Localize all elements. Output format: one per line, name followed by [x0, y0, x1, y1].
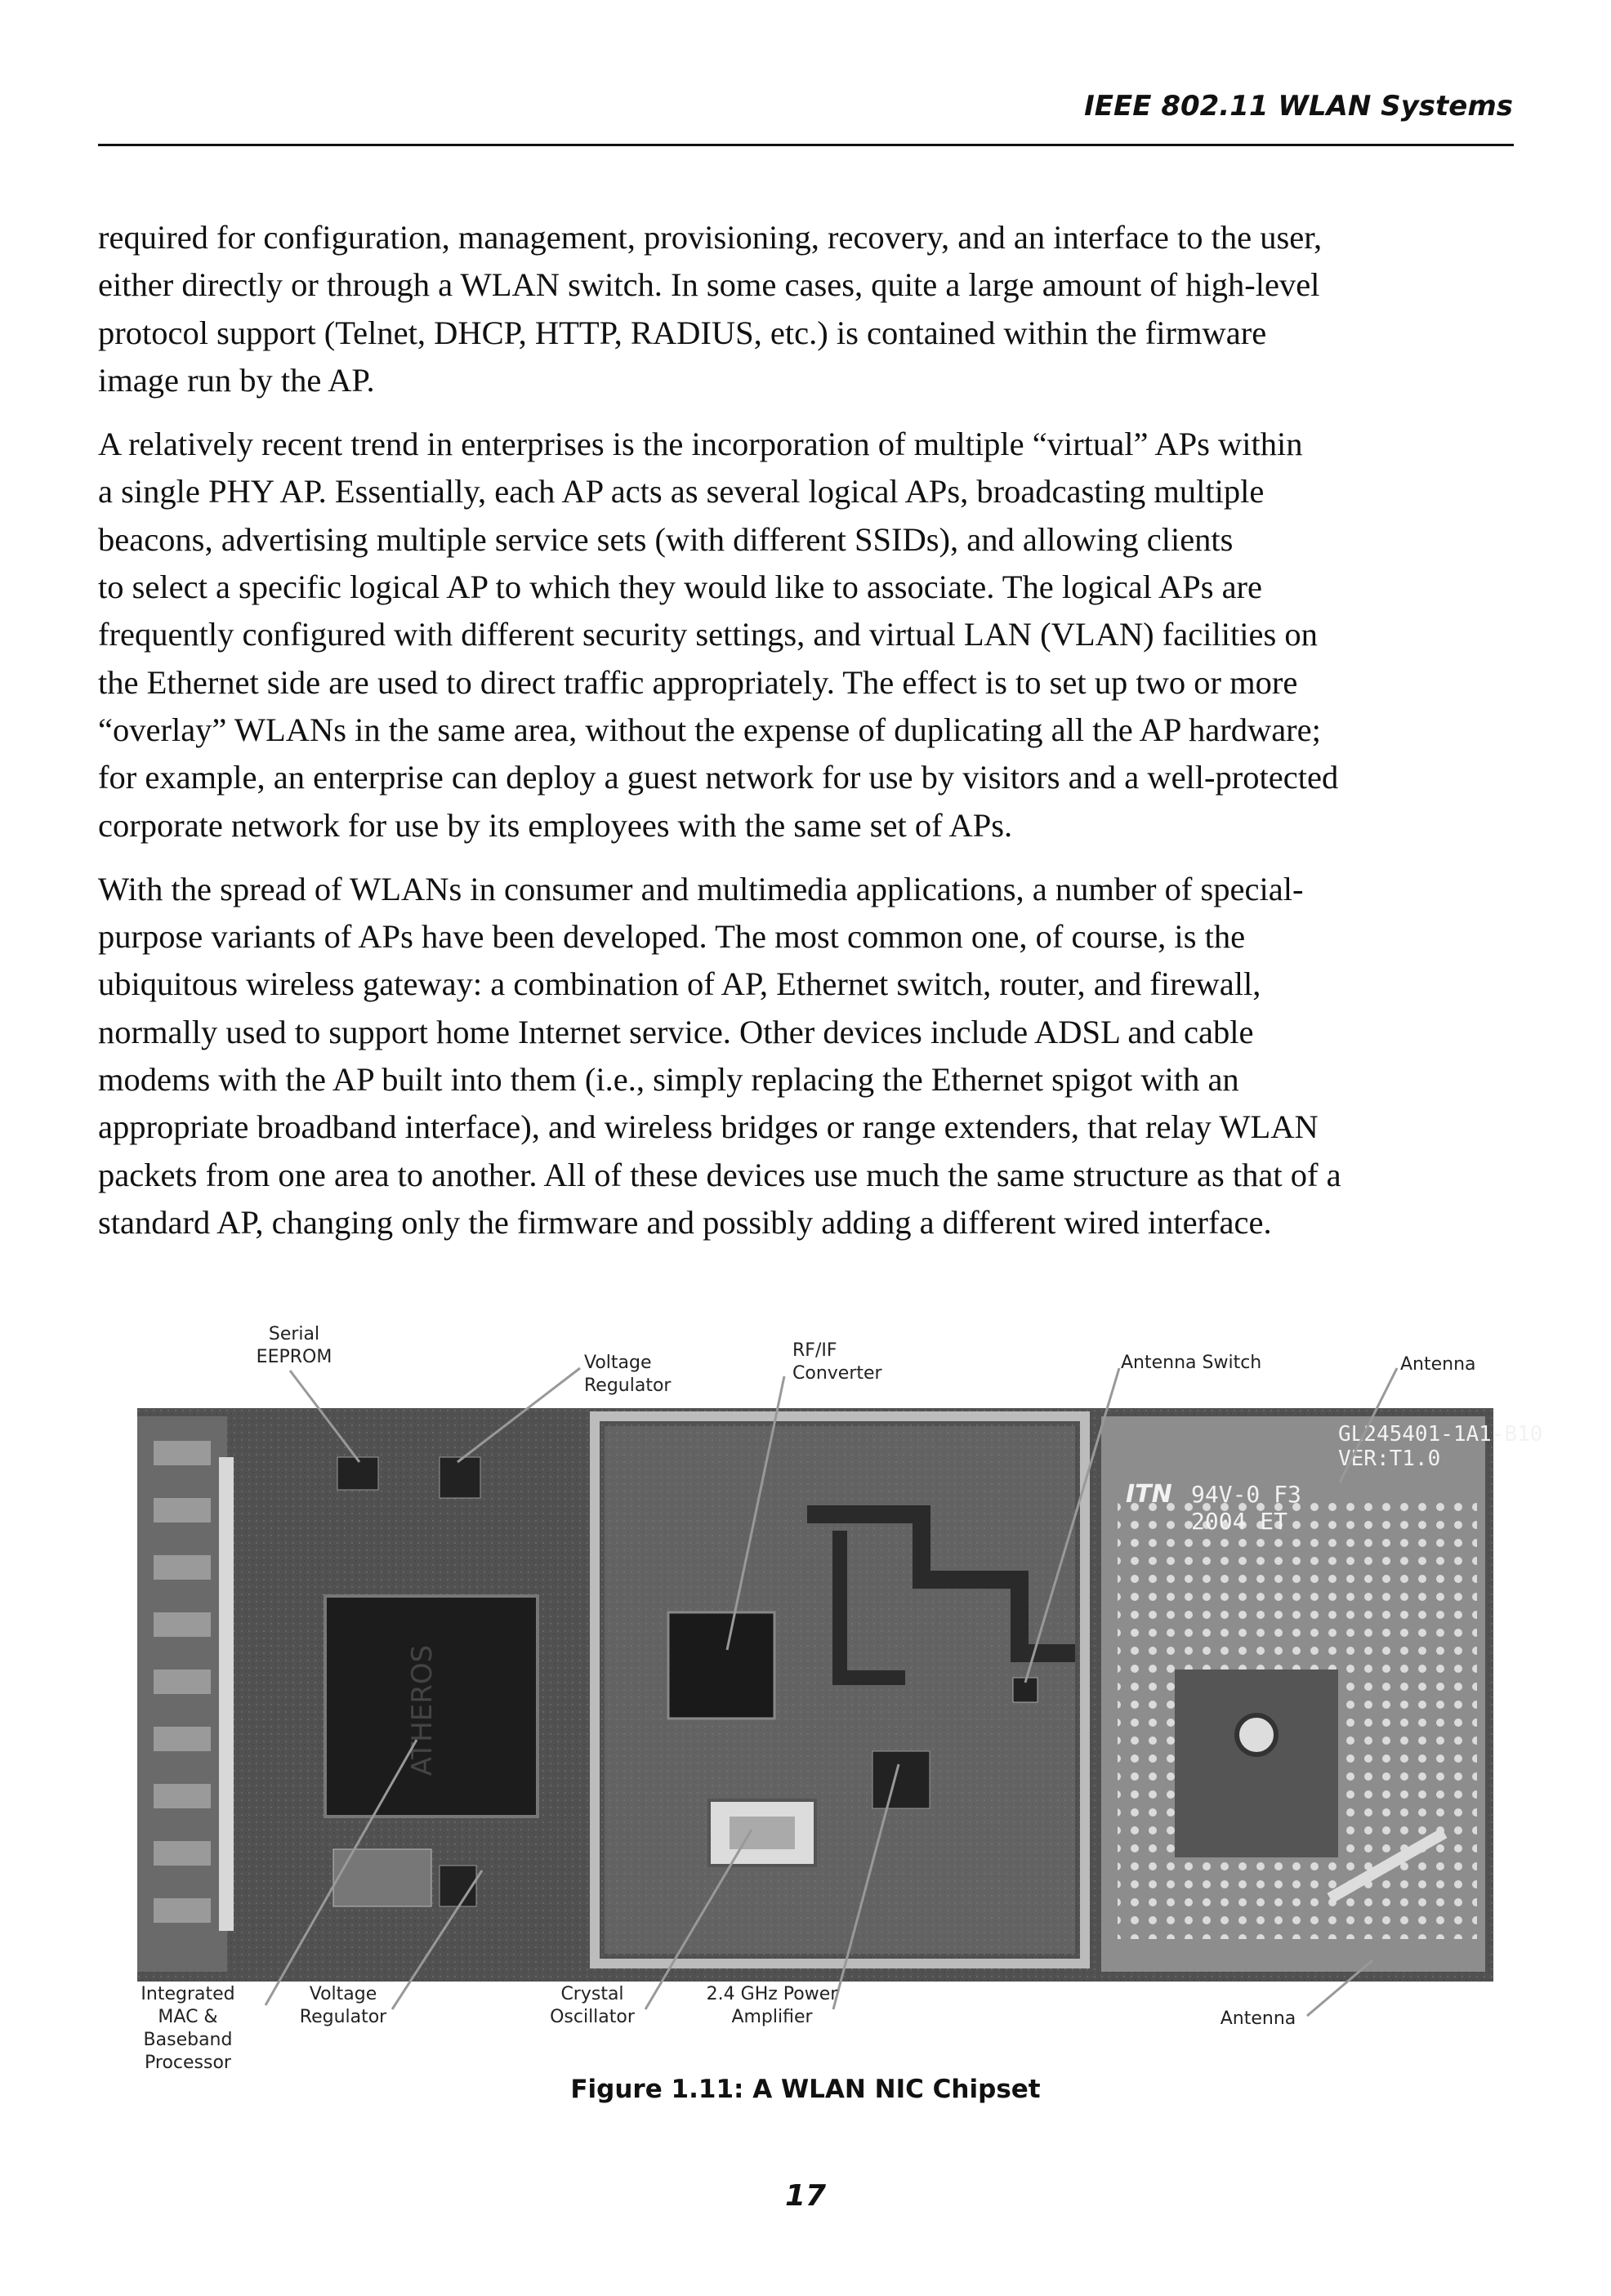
svg-text:ATHEROS: ATHEROS — [406, 1644, 439, 1777]
callout-antenna-bottom: Antenna — [1220, 2008, 1296, 2029]
board-maker: ITN — [1126, 1480, 1172, 1509]
power-amplifier-chip — [872, 1751, 930, 1808]
figure-caption: Figure 1.11: A WLAN NIC Chipset — [570, 2075, 1041, 2104]
antenna-switch-chip — [1013, 1678, 1038, 1702]
callout-voltage-regulator-top: Voltage Regulator — [584, 1353, 672, 1396]
board-year: 2004 ET — [1191, 1508, 1288, 1535]
board-part-number: GL245401-1A1-B10 — [1338, 1422, 1543, 1447]
callout-serial-eeprom: Serial EEPROM — [256, 1324, 332, 1367]
board-rating: 94V-0 F3 — [1191, 1481, 1301, 1508]
rf-if-converter-chip — [668, 1612, 774, 1719]
running-head: IEEE 802.11 WLAN Systems — [1084, 90, 1513, 123]
paragraph-3: With the spread of WLANs in consumer and multimedia applications, a number of special- purpose variants of APs have been developed. The most common one, of course, is the ubiquitous wireless gateway: a combination of AP, Ethernet switch, router, and firewall, normally used to support home Internet service. Other devices include ADSL and cable modems with the AP built into them (i.e., simply replacing the Ethernet spigot with an appropriate broadband interface), and wireless bridges or range extenders, that relay WLAN packets from one area to another. All of these devices use much the same structure as that of a standard AP, changing only the firmware and possibly adding a different wired interface. — [98, 870, 1341, 1241]
nic-board-photo — [137, 1408, 1543, 1982]
header-rule — [98, 144, 1514, 146]
board-version: VER:T1.0 — [1338, 1447, 1441, 1471]
callout-voltage-regulator-bottom: Voltage Regulator — [299, 1984, 387, 2027]
page-number: 17 — [784, 2179, 827, 2213]
callout-crystal-oscillator: Crystal Oscillator — [550, 1984, 635, 2027]
voltage-regulator-bottom-chip — [440, 1866, 476, 1906]
body-text — [98, 214, 1520, 1263]
callout-power-amplifier: 2.4 GHz Power Amplifier — [706, 1984, 838, 2027]
antenna-connector — [1237, 1715, 1276, 1754]
callout-antenna-switch: Antenna Switch — [1121, 1353, 1262, 1373]
connector-fingers — [154, 1441, 211, 1923]
paragraph-1: required for configuration, management, provisioning, recovery, and an interface to the user, either directly or through a WLAN switch. In some cases, quite a large amount of high-level protocol support (Telnet, DHCP, HTTP, RADIUS, etc.) is contained within the firmware image run by the AP. — [98, 219, 1323, 399]
callout-rf-if-converter: RF/IF Converter — [792, 1340, 882, 1384]
serial-eeprom-chip — [337, 1457, 378, 1490]
callout-antenna-top: Antenna — [1400, 1354, 1476, 1375]
paragraph-2: A relatively recent trend in enterprises is the incorporation of multiple “virtual” APs within a single PHY AP. Essentially, each AP acts as several logical APs, broadcasting multiple beacons, advertising multiple service sets (with different SSIDs), and allowing clients to select a specific logical AP to which they would like to associate. The logical APs are frequently configured with different security settings, and virtual LAN (VLAN) facilities on the Ethernet side are used to direct traffic appropriately. The effect is to set up two or more “overlay” WLANs in the same area, without the expense of duplicating all the AP hardware; for example, an enterprise can deploy a guest network for use by visitors and a well-protected corporate network for use by its employees with the same set of APs. — [98, 426, 1339, 844]
voltage-regulator-top-chip — [440, 1457, 480, 1498]
callout-integrated-mac-baseband: Integrated MAC & Baseband Processor — [141, 1984, 235, 2073]
figure-wlan-nic-chipset — [114, 1307, 1543, 2075]
passive-block — [333, 1849, 431, 1906]
